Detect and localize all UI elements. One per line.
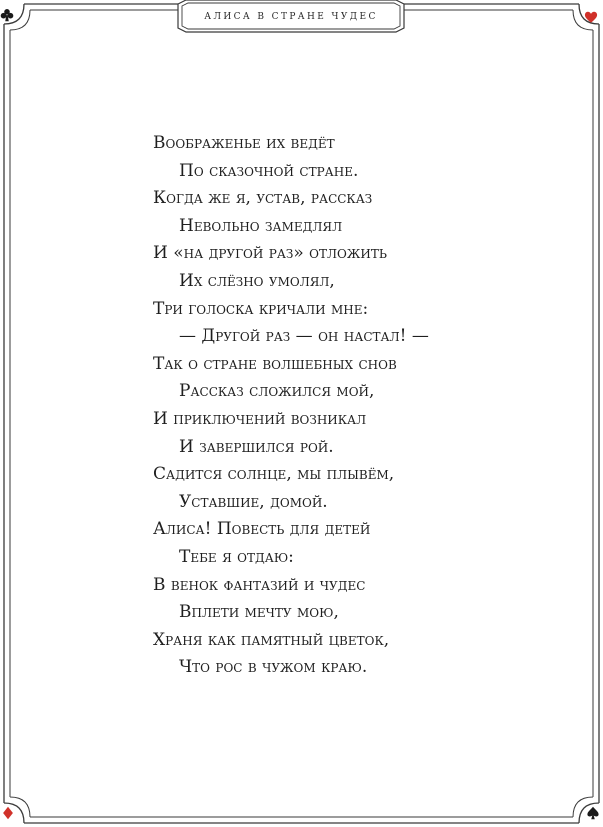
poem-line: В венок фантазий и чудес bbox=[153, 574, 366, 595]
poem-line: И приключений возникал bbox=[153, 408, 367, 429]
poem-line: Их слёзно умолял, bbox=[179, 270, 335, 291]
poem-line: Когда же я, устав, рассказ bbox=[153, 188, 373, 209]
diamond-icon bbox=[1, 806, 15, 820]
poem-line: Вплети мечту мою, bbox=[179, 602, 339, 623]
poem-line: Тебе я отдаю: bbox=[179, 546, 294, 567]
poem-line: Что рос в чужом краю. bbox=[179, 657, 368, 678]
poem-line: Уставшие, домой. bbox=[179, 491, 328, 512]
poem-line: Храня как памятный цветок, bbox=[153, 629, 390, 650]
spade-icon bbox=[586, 806, 600, 820]
poem-line: — Другой раз — он настал! — bbox=[179, 326, 429, 347]
poem-line: Три голоска кричали мне: bbox=[153, 298, 369, 319]
poem-line: Алиса! Повесть для детей bbox=[153, 519, 371, 540]
poem-line: Так о стране волшебных снов bbox=[153, 353, 397, 374]
poem-line: Садится солнце, мы плывём, bbox=[153, 464, 395, 485]
poem-line: И «на другой раз» отложить bbox=[153, 243, 387, 264]
heart-icon bbox=[584, 10, 598, 24]
poem-line: По сказочной стране. bbox=[179, 160, 359, 181]
poem-line: Рассказ сложился мой, bbox=[179, 381, 375, 402]
running-header: АЛИСА В СТРАНЕ ЧУДЕС bbox=[204, 12, 378, 22]
poem-line: И завершился рой. bbox=[179, 436, 334, 457]
poem-line: Невольно замедлял bbox=[179, 215, 343, 236]
club-icon bbox=[0, 8, 14, 22]
poem bbox=[153, 130, 533, 682]
poem-line: Воображенье их ведёт bbox=[153, 133, 335, 153]
